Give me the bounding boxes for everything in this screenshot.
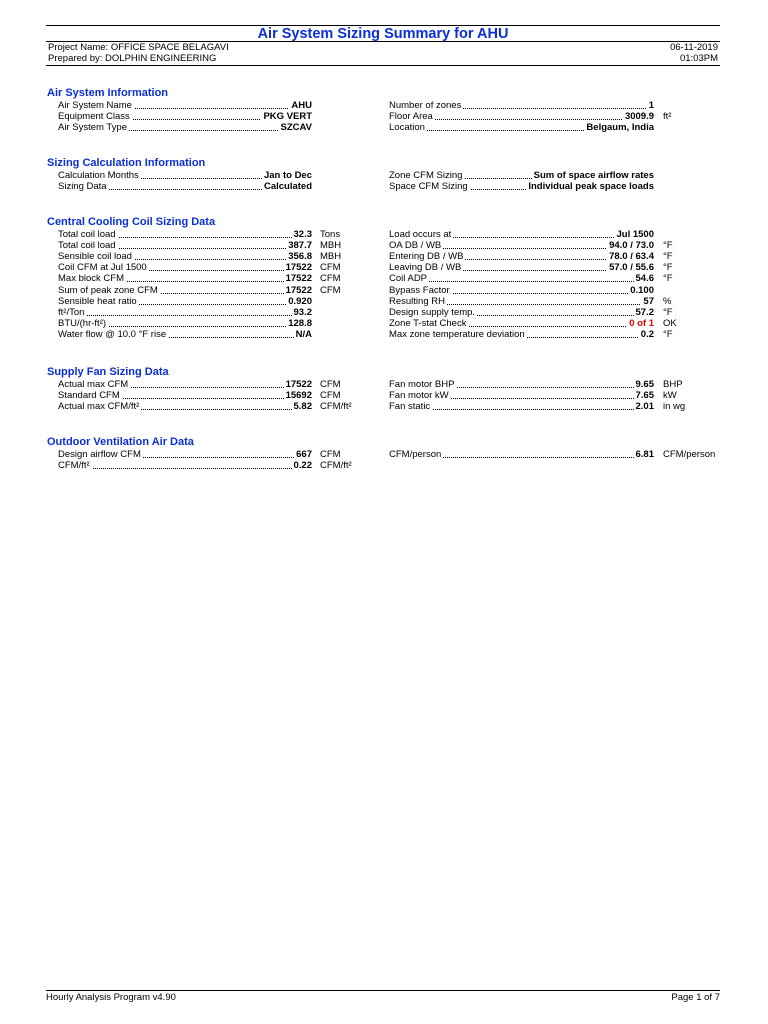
field-unit: CFM	[320, 379, 341, 390]
field-label: Standard CFM	[58, 390, 120, 402]
field-row-sizing-data	[58, 181, 312, 192]
field-row-number-of-zones	[389, 100, 654, 111]
field-label: ft²/Ton	[58, 306, 85, 318]
field-label: Bypass Factor	[389, 284, 450, 296]
field-row-load-occurs-at	[389, 229, 654, 240]
field-label: Number of zones	[389, 100, 462, 111]
field-row-resulting-rh	[389, 296, 654, 307]
field-value: 9.65	[635, 379, 654, 390]
field-label: Design airflow CFM	[58, 449, 141, 460]
field-row-water-flow-10-0-f-rise	[58, 329, 312, 340]
field-value: 387.7	[288, 240, 312, 252]
report-time: 01:03PM	[679, 53, 718, 64]
field-row-fan-motor-bhp	[389, 379, 654, 390]
field-unit: °F	[663, 251, 673, 263]
field-row-entering-db-wb	[389, 251, 654, 262]
field-value: 128.8	[288, 317, 312, 329]
field-unit: in wg	[663, 401, 686, 413]
field-label: Floor Area	[389, 111, 433, 123]
field-row-sum-of-peak-zone-cfm	[58, 285, 312, 296]
field-value: 3009.9	[624, 111, 654, 123]
field-row-bypass-factor	[389, 285, 654, 296]
field-label: Sizing Data	[58, 181, 107, 193]
field-unit: °F	[663, 273, 673, 285]
field-label: Air System Type	[58, 122, 127, 134]
field-label: Coil ADP	[389, 273, 428, 285]
field-row-standard-cfm	[58, 390, 312, 401]
report-date: 06-11-2019	[670, 42, 718, 53]
field-unit: kW	[663, 390, 677, 402]
report-header	[46, 25, 720, 66]
field-unit: Tons	[320, 229, 341, 240]
report-footer	[46, 990, 720, 1005]
field-value: 57.0 / 55.6	[609, 262, 654, 274]
field-label: Total coil load	[58, 240, 116, 252]
field-value: 1	[648, 100, 654, 111]
field-label: CFM/person	[389, 449, 442, 460]
field-unit: %	[663, 295, 672, 307]
field-unit: MBH	[320, 251, 342, 263]
field-value: Jan to Dec	[263, 170, 312, 181]
field-row-coil-cfm-at-jul-1500	[58, 262, 312, 273]
field-value: 17522	[285, 262, 312, 274]
field-value: N/A	[295, 328, 312, 340]
field-value: 356.8	[288, 251, 312, 263]
field-unit: OK	[663, 317, 677, 329]
field-row-fan-static	[389, 401, 654, 412]
field-label: Zone CFM Sizing	[389, 170, 463, 181]
field-unit: °F	[663, 306, 673, 318]
field-value: 93.2	[293, 306, 312, 318]
field-label: Design supply temp.	[389, 306, 476, 318]
field-label: Location	[389, 122, 425, 134]
section-title-supply-fan-sizing-data: Supply Fan Sizing Data	[47, 366, 169, 378]
field-label: Leaving DB / WB	[389, 262, 462, 274]
field-value: 2.01	[635, 401, 654, 413]
field-row-air-system-name	[58, 100, 312, 111]
field-row-equipment-class	[58, 111, 312, 122]
field-label: Entering DB / WB	[389, 251, 464, 263]
field-unit: CFM	[320, 390, 341, 402]
field-label: Total coil load	[58, 229, 116, 240]
field-unit: CFM	[320, 273, 341, 285]
field-label: Space CFM Sizing	[389, 181, 468, 193]
program-version: Hourly Analysis Program v4.90	[46, 992, 176, 1003]
section-title-outdoor-ventilation-air-data: Outdoor Ventilation Air Data	[47, 436, 194, 448]
field-value: 0 of 1	[629, 317, 654, 329]
field-value: Sum of space airflow rates	[533, 170, 654, 181]
field-value: 54.6	[635, 273, 654, 285]
field-label: Fan static	[389, 401, 431, 413]
field-value: 7.65	[635, 390, 654, 402]
field-value: 0.2	[640, 328, 654, 340]
page-number: Page 1 of 7	[671, 992, 720, 1003]
field-label: Resulting RH	[389, 295, 445, 307]
field-label: Actual max CFM/ft²	[58, 401, 140, 413]
field-label: BTU/(hr-ft²)	[58, 317, 107, 329]
field-unit: °F	[663, 262, 673, 274]
field-row-coil-adp	[389, 273, 654, 284]
field-row-total-coil-load	[58, 229, 312, 240]
field-row-calculation-months	[58, 170, 312, 181]
field-value: 0.100	[630, 284, 654, 296]
field-label: Air System Name	[58, 100, 132, 111]
field-value: 6.81	[635, 449, 654, 460]
prepared-by: Prepared by: DOLPHIN ENGINEERING	[48, 53, 217, 64]
field-value: 17522	[285, 273, 312, 285]
field-value: PKG VERT	[263, 111, 312, 123]
section-title-central-cooling-coil-sizing-data: Central Cooling Coil Sizing Data	[47, 216, 216, 228]
field-row-max-zone-temperature-deviation	[389, 329, 654, 340]
field-value: 57	[643, 295, 654, 307]
field-row-ft-ton	[58, 307, 312, 318]
field-value: SZCAV	[280, 122, 312, 134]
field-unit: MBH	[320, 240, 342, 252]
field-label: Fan motor BHP	[389, 379, 455, 390]
field-unit: CFM/ft²	[320, 460, 352, 472]
field-row-zone-cfm-sizing	[389, 170, 654, 181]
field-value: 17522	[285, 284, 312, 296]
field-value: 57.2	[635, 306, 654, 318]
report-title: Air System Sizing Summary for AHU	[257, 26, 509, 42]
field-value: Individual peak space loads	[528, 181, 654, 193]
field-value: Calculated	[263, 181, 312, 193]
field-row-actual-max-cfm	[58, 379, 312, 390]
field-value: 0.920	[288, 295, 312, 307]
field-value: 0.22	[293, 460, 312, 472]
field-unit: BHP	[663, 379, 683, 390]
field-row-floor-area	[389, 111, 654, 122]
field-label: Equipment Class	[58, 111, 130, 123]
field-unit: CFM	[320, 262, 341, 274]
field-row-max-block-cfm	[58, 273, 312, 284]
field-row-air-system-type	[58, 122, 312, 133]
field-label: Actual max CFM	[58, 379, 129, 390]
field-unit: CFM	[320, 284, 341, 296]
field-value: 32.3	[293, 229, 312, 240]
field-unit: CFM/ft²	[320, 401, 352, 413]
leader-dots	[58, 315, 312, 316]
field-row-leaving-db-wb	[389, 262, 654, 273]
field-value: Jul 1500	[616, 229, 654, 240]
field-label: Zone T-stat Check	[389, 317, 467, 329]
field-row-sensible-coil-load	[58, 251, 312, 262]
field-unit: CFM	[320, 449, 341, 460]
field-label: Calculation Months	[58, 170, 139, 181]
field-value: 94.0 / 73.0	[609, 240, 654, 252]
field-row-sensible-heat-ratio	[58, 296, 312, 307]
field-value: 5.82	[293, 401, 312, 413]
section-title-air-system-information: Air System Information	[47, 87, 169, 99]
field-row-design-supply-temp	[389, 307, 654, 318]
field-row-design-airflow-cfm	[58, 449, 312, 460]
field-row-total-coil-load	[58, 240, 312, 251]
field-row-cfm-person	[389, 449, 654, 460]
field-label: Water flow @ 10.0 °F rise	[58, 328, 167, 340]
field-value: 78.0 / 63.4	[609, 251, 654, 263]
field-row-cfm-ft	[58, 460, 312, 471]
project-name: Project Name: OFFICE SPACE BELAGAVI	[48, 42, 229, 53]
field-value: AHU	[291, 100, 312, 111]
field-value: Belgaum, India	[586, 122, 654, 134]
field-label: Sensible coil load	[58, 251, 132, 263]
field-label: Load occurs at	[389, 229, 452, 240]
field-row-space-cfm-sizing	[389, 181, 654, 192]
leader-dots	[58, 468, 312, 469]
field-row-zone-t-stat-check	[389, 318, 654, 329]
field-value: 667	[296, 449, 312, 460]
field-label: Sum of peak zone CFM	[58, 284, 158, 296]
field-value: 15692	[285, 390, 312, 402]
field-row-actual-max-cfm-ft	[58, 401, 312, 412]
field-row-btu-hr-ft	[58, 318, 312, 329]
field-unit: °F	[663, 240, 673, 252]
field-value: 17522	[285, 379, 312, 390]
field-label: Coil CFM at Jul 1500	[58, 262, 147, 274]
field-unit: ft²	[663, 111, 672, 123]
section-title-sizing-calculation-information: Sizing Calculation Information	[47, 157, 206, 169]
field-row-oa-db-wb	[389, 240, 654, 251]
field-label: CFM/ft²	[58, 460, 90, 472]
field-row-location	[389, 122, 654, 133]
field-unit: °F	[663, 328, 673, 340]
field-label: OA DB / WB	[389, 240, 442, 252]
field-label: Max zone temperature deviation	[389, 328, 525, 340]
field-label: Sensible heat ratio	[58, 295, 137, 307]
field-label: Fan motor kW	[389, 390, 449, 402]
field-row-fan-motor-kw	[389, 390, 654, 401]
field-unit: CFM/person	[663, 449, 716, 460]
field-label: Max block CFM	[58, 273, 124, 285]
